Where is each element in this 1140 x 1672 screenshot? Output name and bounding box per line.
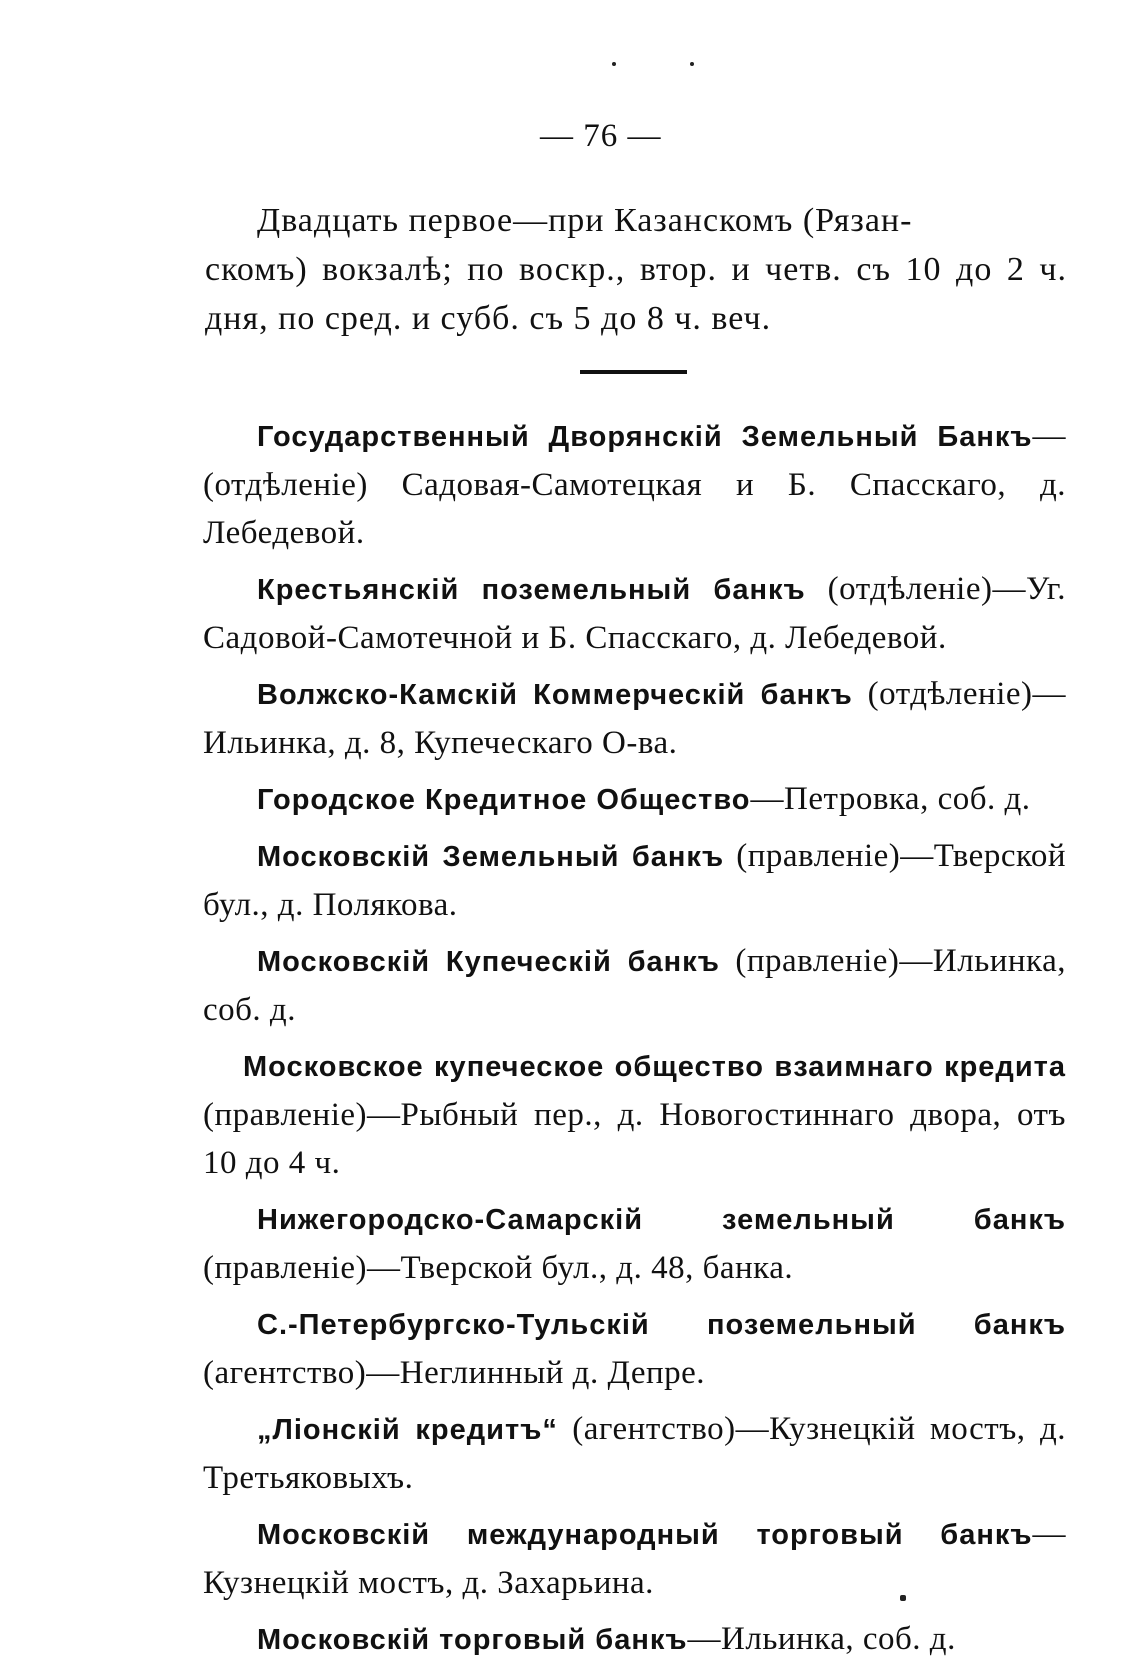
bank-name: Московскій международный торговый банкъ: [257, 1519, 1033, 1551]
bank-entry: [203, 937, 1066, 1034]
bank-details: (отдѣленіе)—Уг. Садовой-Самотечной и Б. Спасскаго, д. Лебедевой.: [203, 571, 1066, 656]
section-divider: [580, 370, 687, 374]
bank-details: (агентство)—Неглинный д. Депре.: [203, 1355, 706, 1391]
bank-entry: [203, 775, 1066, 824]
intro-paragraph: [205, 196, 1067, 343]
bank-details: —Кузнецкій мостъ, д. Захарьина.: [203, 1516, 1066, 1601]
bank-details: (правленіе)—Тверской бул., д. Полякова.: [203, 838, 1066, 923]
bank-name: Волжско-Камскій Коммерческій банкъ: [257, 679, 853, 711]
bank-entry: [203, 670, 1066, 767]
bank-details: —Петровка, соб. д.: [750, 781, 1031, 817]
bank-details: —(отдѣленіе) Садовая-Самотецкая и Б. Спасскаго, д. Лебедевой.: [203, 418, 1066, 551]
bank-details: (отдѣленіе)—Ильинка, д. 8, Купеческаго О-ва.: [203, 676, 1066, 761]
bank-entry: [203, 565, 1066, 662]
bank-entry: [203, 1615, 1066, 1664]
bank-details: —Ильинка, соб. д.: [687, 1621, 956, 1657]
bank-details: (правленіе)—Ильинка, соб. д.: [203, 943, 1066, 1028]
intro-line-1: Двадцать первое—при Казанскомъ (Рязан-: [257, 202, 913, 239]
bank-entry: [203, 1405, 1066, 1502]
intro-line-2: скомъ) вокзалѣ; по воскр., втор. и четв. съ 10 до 2 ч. дня, по сред. и субб. съ 5 до 8 ч. веч.: [205, 251, 1067, 337]
page-number: — 76 —: [540, 118, 662, 154]
bank-name: Московскій Земельный банкъ: [257, 841, 725, 873]
bank-name: С.-Петербургско-Тульскій поземельный банкъ: [257, 1309, 1066, 1341]
bank-name: „Ліонскій кредитъ“: [257, 1414, 558, 1446]
bank-name: Московскій Купеческій банкъ: [257, 946, 720, 978]
bank-details: (агентство)—Кузнецкій мостъ, д. Третьяковыхъ.: [203, 1411, 1066, 1496]
bank-name: Нижегородско-Самарскій земельный банкъ: [257, 1204, 1066, 1236]
bank-details: (правленіе)—Рыбный пер., д. Новогостиннаго двора, отъ 10 до 4 ч.: [203, 1097, 1066, 1181]
bank-entry: [203, 832, 1066, 929]
bank-entry: [203, 1510, 1066, 1607]
ink-speck: [612, 62, 616, 66]
bank-list: [203, 412, 1066, 1672]
bank-details: (правленіе)—Тверской бул., д. 48, банка.: [203, 1250, 794, 1286]
ink-speck: [690, 62, 694, 66]
ink-speck: [900, 1595, 906, 1601]
bank-entry: [203, 412, 1066, 557]
bank-entry: [203, 1195, 1066, 1292]
bank-name: Государственный Дворянскій Земельный Банкъ: [257, 421, 1033, 453]
bank-name: Городское Кредитное Общество: [257, 784, 751, 816]
bank-name: Московское купеческое общество взаимнаго кредита: [243, 1051, 1066, 1083]
bank-entry: [203, 1042, 1066, 1187]
bank-name: Московскій торговый банкъ: [257, 1624, 688, 1656]
bank-entry: [203, 1300, 1066, 1397]
bank-name: Крестьянскій поземельный банкъ: [257, 574, 806, 606]
